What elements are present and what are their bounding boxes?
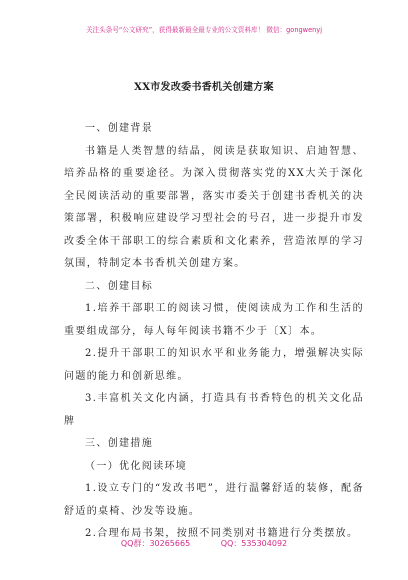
section-heading-background: 一、创建背景: [85, 123, 154, 134]
contact-footer: [0, 538, 408, 549]
paragraph-goal-1: 1.培养干部职工的阅读习惯，使阅读成为工作和生活的重要组成部分，每人每年阅读书籍不少于〔X〕本。: [64, 303, 364, 337]
paragraph-goal-3: 3.丰富机关文化内涵，打造具有书香特色的机关文化品牌: [64, 393, 364, 427]
promo-banner: 关注头条号“公文研究”，获得最新最全最专业的公文资料库！ 微信：gongwenyj: [85, 26, 323, 34]
qq-group-number: QQ群：30265665: [120, 539, 191, 548]
document-body: [64, 118, 364, 546]
paragraph-background: 书籍是人类智慧的结晶，阅读是获取知识、启迪智慧、培养品格的重要途径。为深入贯彻落实党的XX大关于深化全民阅读活动的重要部署，落实市委关于创建书香机关的决策部署，积极响应建设学习型社会的号召，进一步提升市发改委全体干部职工的综合素质和文化素养，营造浓厚的学习氛围，特制定本书香机关创建方案。: [64, 145, 364, 269]
qq-number: QQ：535304092: [220, 539, 288, 548]
section-heading-goals: 二、创建目标: [85, 280, 154, 292]
section-heading-measures: 三、创建措施: [85, 438, 154, 449]
subsection-heading-environment: （一）优化阅读环境: [85, 460, 188, 472]
paragraph-measure-2: 2.合理布局书架，按照不同类别对书籍进行分类摆放。: [85, 528, 359, 539]
document-title: XX市发改委书香机关创建方案: [134, 82, 274, 93]
paragraph-measure-1: 1.设立专门的“发改书吧”，进行温馨舒适的装修，配备舒适的桌椅、沙发等设施。: [64, 483, 364, 517]
paragraph-goal-2: 2.提升干部职工的知识水平和业务能力，增强解决实际问题的能力和创新思维。: [64, 348, 364, 382]
